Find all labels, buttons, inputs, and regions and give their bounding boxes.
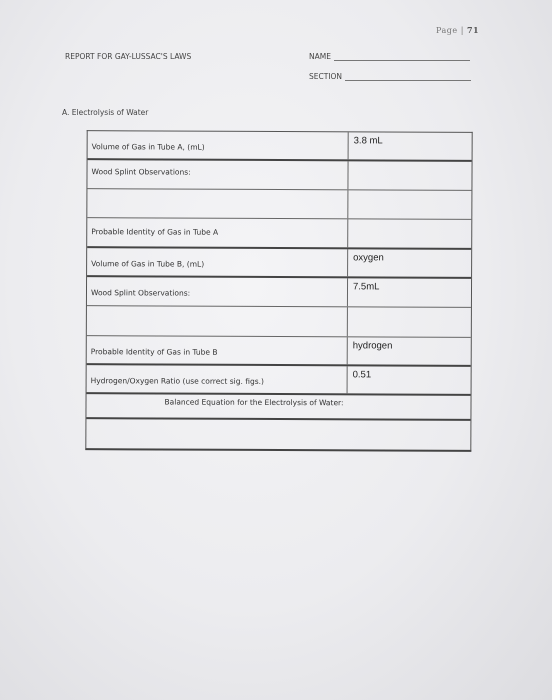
equation-label: Balanced Equation for the Electrolysis of Water: [164, 397, 344, 408]
label-cell [87, 365, 348, 393]
identity-b-label: Probable Identity of Gas in Tube B [90, 347, 218, 357]
wood-splint-a-label: Wood Splint Observations: [91, 167, 191, 177]
table-row [87, 248, 471, 279]
name-field[interactable] [309, 52, 470, 61]
page-number: Page | 71 [436, 25, 480, 35]
page-number-value: 71 [466, 25, 480, 35]
table-row [87, 336, 471, 367]
identity-b-value: hydrogen [352, 340, 393, 352]
section-label: SECTION [309, 72, 343, 81]
label-cell [87, 218, 348, 247]
table-row [87, 365, 471, 396]
report-title: REPORT FOR GAY-LUSSAC'S LAWS [65, 52, 192, 61]
name-label: NAME [309, 52, 331, 61]
volume-a-label: Volume of Gas in Tube A, (mL) [91, 142, 205, 152]
table-row [87, 218, 471, 250]
section-field[interactable] [309, 72, 471, 81]
table-row [88, 131, 472, 162]
label-cell [87, 336, 348, 364]
label-cell [87, 160, 348, 189]
wood-splint-a-cell[interactable] [348, 161, 471, 190]
ratio-label: Hydrogen/Oxygen Ratio (use correct sig. figs.) [90, 376, 265, 386]
table-row [87, 277, 471, 308]
identity-b-cell[interactable] [348, 337, 471, 365]
blank-cell[interactable] [348, 190, 471, 219]
table-row [87, 306, 471, 338]
identity-a-label: Probable Identity of Gas in Tube A [91, 227, 219, 237]
volume-a-value: 3.8 mL [353, 135, 383, 147]
table-row [86, 394, 470, 421]
wood-splint-b-cell[interactable] [348, 278, 471, 307]
label-cell [87, 277, 348, 306]
volume-a-cell[interactable] [349, 132, 472, 160]
section-line[interactable] [345, 72, 471, 81]
equation-answer-cell[interactable] [86, 419, 470, 451]
table-row [87, 189, 471, 220]
ratio-cell[interactable] [348, 366, 471, 394]
volume-b-cell[interactable] [348, 249, 471, 277]
label-cell [88, 131, 349, 159]
wood-splint-b-label: Wood Splint Observations: [90, 288, 191, 298]
ratio-value: 0.51 [352, 369, 372, 381]
part-title: A. Electrolysis of Water [62, 108, 149, 117]
blank-cell[interactable] [348, 307, 471, 337]
page-number-prefix: Page [436, 26, 458, 35]
electrolysis-table [85, 130, 472, 452]
name-line[interactable] [334, 52, 470, 61]
blank-cell [87, 306, 348, 336]
identity-a-cell[interactable] [348, 219, 471, 248]
blank-cell [87, 189, 348, 218]
label-cell [87, 248, 348, 276]
volume-b-value: oxygen [353, 252, 384, 264]
volume-b-label: Volume of Gas in Tube B, (mL) [91, 259, 205, 269]
table-row [87, 160, 471, 191]
wood-splint-b-value: 7.5mL [352, 281, 380, 293]
